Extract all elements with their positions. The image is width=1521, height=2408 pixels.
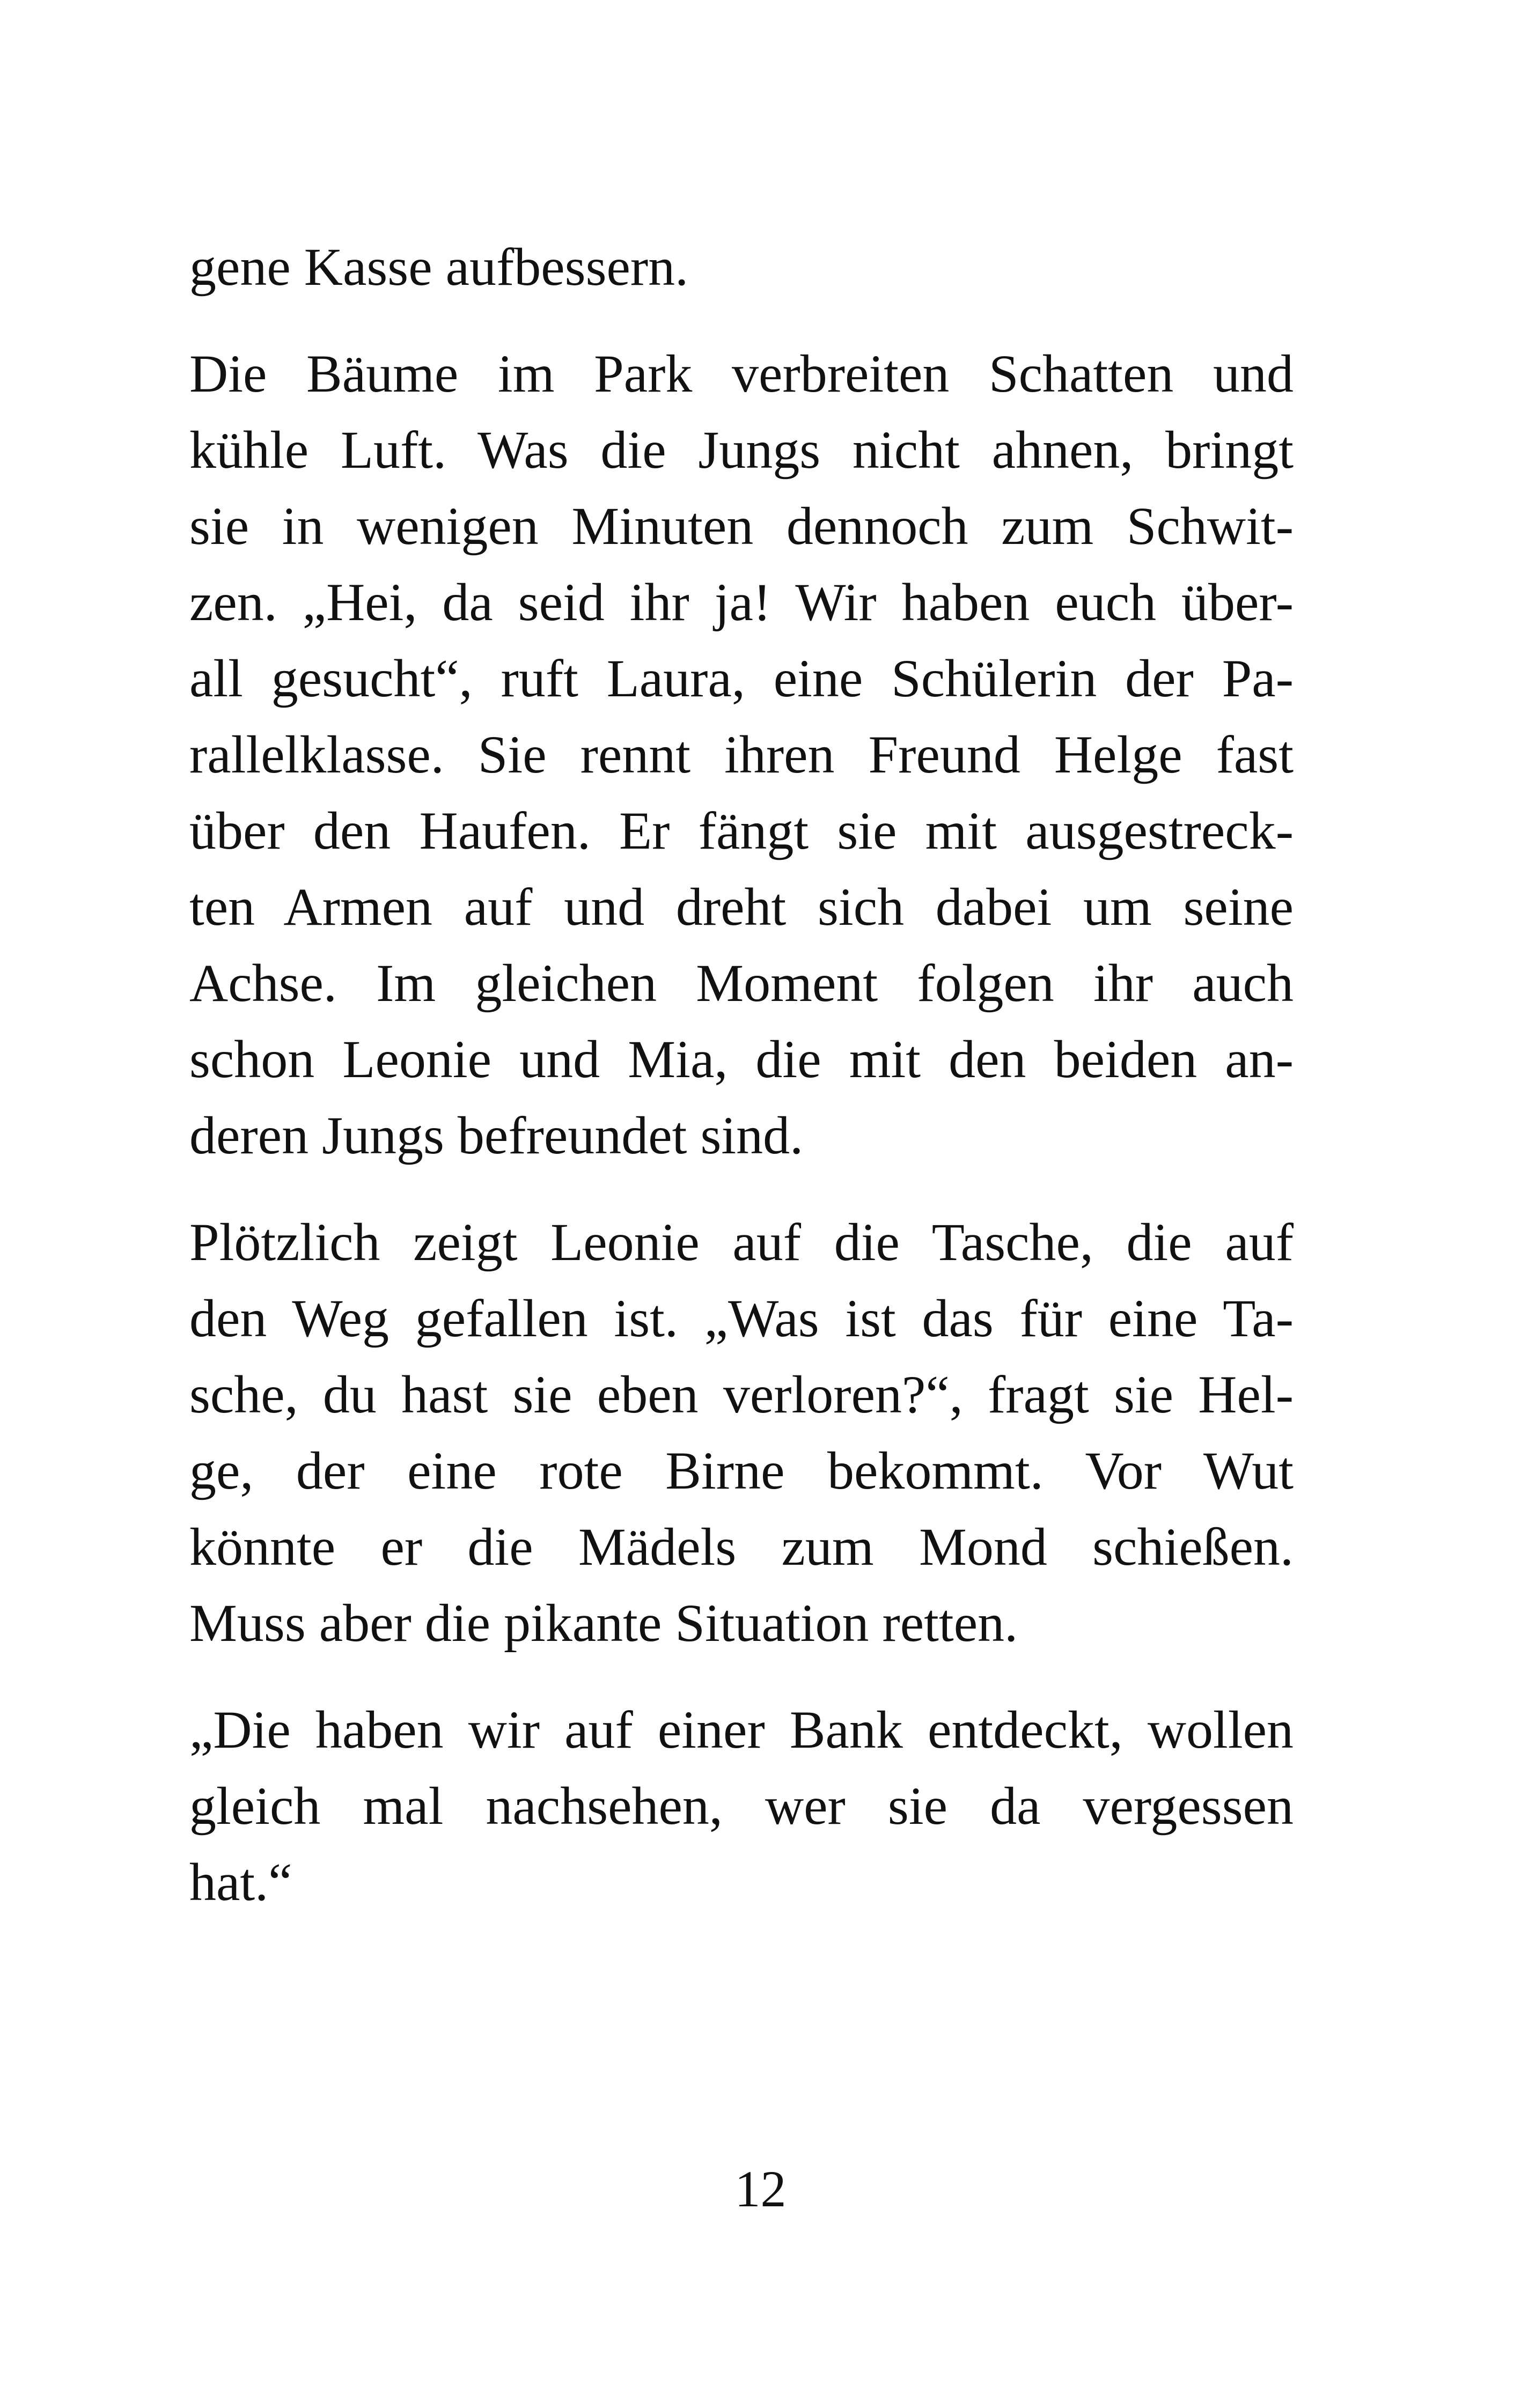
body-text: [189, 229, 1294, 1951]
text-line: den Weg gefallen ist. „Was ist das für eine Ta-: [189, 1288, 1294, 1348]
text-line: sie in wenigen Minuten dennoch zum Schwit-: [189, 496, 1294, 556]
text-line: könnte er die Mädels zum Mond schießen.: [189, 1517, 1294, 1577]
text-line: gleich mal nachsehen, wer sie da vergessen: [189, 1776, 1294, 1836]
text-line: Achse. Im gleichen Moment folgen ihr auch: [189, 953, 1294, 1013]
text-line: ten Armen auf und dreht sich dabei um seine: [189, 877, 1294, 937]
text-line: sche, du hast sie eben verloren?“, fragt sie Hel-: [189, 1365, 1294, 1424]
text-line: gene Kasse aufbessern.: [189, 237, 689, 297]
text-line: Plötzlich zeigt Leonie auf die Tasche, die auf: [189, 1212, 1294, 1272]
text-line: „Die haben wir auf einer Bank entdeckt, wollen: [189, 1700, 1294, 1759]
text-line: deren Jungs befreundet sind.: [189, 1106, 804, 1165]
text-line: schon Leonie und Mia, die mit den beiden an-: [189, 1029, 1294, 1089]
paragraph-2: [189, 336, 1294, 1174]
text-line: Die Bäume im Park verbreiten Schatten und: [189, 344, 1294, 403]
text-line: all gesucht“, ruft Laura, eine Schülerin der Pa-: [189, 649, 1294, 708]
text-line: über den Haufen. Er fängt sie mit ausgestreck-: [189, 801, 1294, 860]
text-line: kühle Luft. Was die Jungs nicht ahnen, bringt: [189, 420, 1294, 480]
text-line: zen. „Hei, da seid ihr ja! Wir haben euch über-: [189, 572, 1294, 632]
text-line: Muss aber die pikante Situation retten.: [189, 1593, 1018, 1653]
text-line: hat.“: [189, 1852, 292, 1912]
text-line: rallelklasse. Sie rennt ihren Freund Helge fast: [189, 725, 1294, 784]
paragraph-1: [189, 229, 1294, 305]
paragraph-3: [189, 1204, 1294, 1661]
paragraph-4: [189, 1692, 1294, 1920]
page-number: 12: [734, 2160, 787, 2218]
text-line: ge, der eine rote Birne bekommt. Vor Wut: [189, 1441, 1294, 1500]
